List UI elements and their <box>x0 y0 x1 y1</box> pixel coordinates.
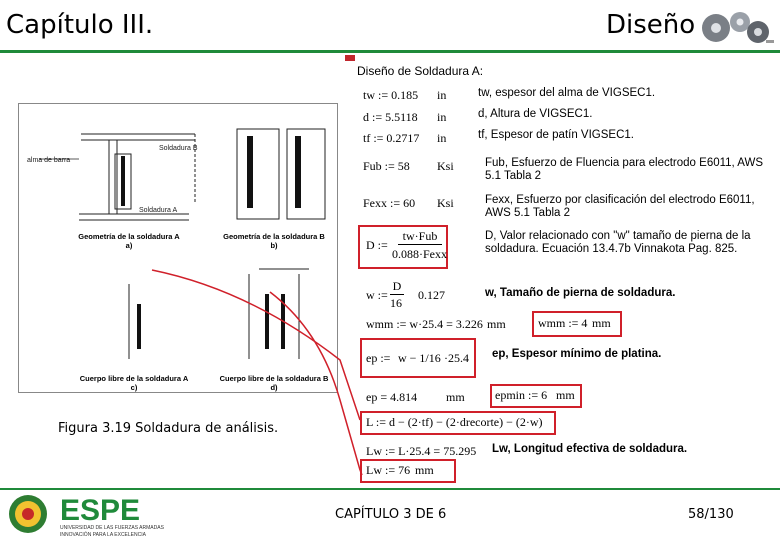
eq-fub: Fub := 58 <box>363 159 410 173</box>
footer-chapter: CAPÍTULO 3 DE 6 <box>335 507 447 522</box>
eq-ep-inner: w − 1/16 <box>398 351 441 365</box>
eq-L: L := d − (2·tf) − (2·drecorte) − (2·w) <box>366 415 543 429</box>
espe-logo <box>4 492 214 538</box>
eq-D-lhs: D := <box>366 238 388 252</box>
eq-tw-desc: tw, espesor del alma de VIGSEC1. <box>478 87 656 99</box>
eq-ep-tail: ·25.4 <box>444 351 469 365</box>
eq-wmm-unit: mm <box>487 317 506 331</box>
espe-logo-sub1: UNIVERSIDAD DE LAS FUERZAS ARMADAS <box>60 525 164 531</box>
eq-w-num: D <box>390 279 404 295</box>
eq-fub-unit: Ksi <box>437 159 454 173</box>
eq-fexx-unit: Ksi <box>437 196 454 210</box>
eq-w-den: 16 <box>390 296 402 310</box>
eq-ep-val-unit: mm <box>446 390 465 404</box>
eq-epmin-unit: mm <box>556 388 575 402</box>
figure-caption: Figura 3.19 Soldadura de análisis. <box>58 421 279 436</box>
beam-label: alma de barra <box>27 157 71 164</box>
eq-w-desc: w, Tamaño de pierna de soldadura. <box>485 287 676 299</box>
eq-D-num: tw·Fub <box>398 229 442 245</box>
eq-tf: tf := 0.2717 <box>363 131 420 145</box>
eq-D-desc: D, Valor relacionado con "w" tamaño de pierna de la soldadura. Ecuación 13.4.7b Vinnakota Pag. 825. <box>485 230 751 255</box>
eq-ep-desc: ep, Espesor mínimo de platina. <box>492 348 662 360</box>
eq-tw-unit: in <box>437 88 447 102</box>
eq-tf-desc: tf, Espesor de patín VIGSEC1. <box>478 129 634 141</box>
fig-label-b: Geometría de la soldadura B b) <box>223 232 325 250</box>
eq-Lw-boxed: Lw := 76 <box>366 463 411 477</box>
fig-label-d: Cuerpo libre de la soldadura B d) <box>219 374 329 392</box>
eq-wmm: wmm := w·25.4 = 3.226 <box>366 317 483 331</box>
eq-wmm-boxed: wmm := 4 <box>538 316 588 330</box>
footer-divider <box>0 488 780 490</box>
eq-d-unit: in <box>437 110 447 124</box>
espe-logo-text: ESPE <box>60 494 141 527</box>
fig-label-a: Geometría de la soldadura A a) <box>78 232 180 250</box>
eq-tw: tw := 0.185 <box>363 88 419 102</box>
eq-w-val: 0.127 <box>418 288 445 302</box>
eq-w-lhs: w := <box>366 288 388 302</box>
weld-b-label: Soldadura B <box>159 145 198 152</box>
weld-a-label: Soldadura A <box>139 207 178 214</box>
eq-Lw-desc: Lw, Longitud efectiva de soldadura. <box>492 443 688 455</box>
eq-tf-unit: in <box>437 131 447 145</box>
eq-d-desc: d, Altura de VIGSEC1. <box>478 108 593 120</box>
eq-Lw-boxed-unit: mm <box>415 463 434 477</box>
fig-label-c: Cuerpo libre de la soldadura A c) <box>79 374 189 392</box>
eq-Lw: Lw := L·25.4 = 75.295 <box>366 444 477 458</box>
eq-ep-lhs: ep := <box>366 351 391 365</box>
espe-logo-sub2: INNOVACIÓN PARA LA EXCELENCIA <box>60 532 146 538</box>
eq-fexx-desc: Fexx, Esfuerzo por clasificación del electrodo E6011, AWS 5.1 Tabla 2 <box>485 194 755 219</box>
eq-epmin: epmin := 6 <box>495 388 548 402</box>
section-title: Diseño <box>606 10 696 40</box>
eq-fexx: Fexx := 60 <box>363 196 416 210</box>
footer-page-number: 58/130 <box>688 507 734 522</box>
eq-wmm-boxed-unit: mm <box>592 316 611 330</box>
eq-ep-val: ep = 4.814 <box>366 390 418 404</box>
eq-fub-desc: Fub, Esfuerzo de Fluencia para electrodo E6011, AWS 5.1 Tabla 2 <box>485 157 764 182</box>
chapter-title: Capítulo III. <box>6 10 154 40</box>
doc-title: Diseño de Soldadura A: <box>357 64 484 78</box>
eq-D-den: 0.088·Fexx <box>392 247 447 261</box>
eq-d: d := 5.5118 <box>363 110 418 124</box>
